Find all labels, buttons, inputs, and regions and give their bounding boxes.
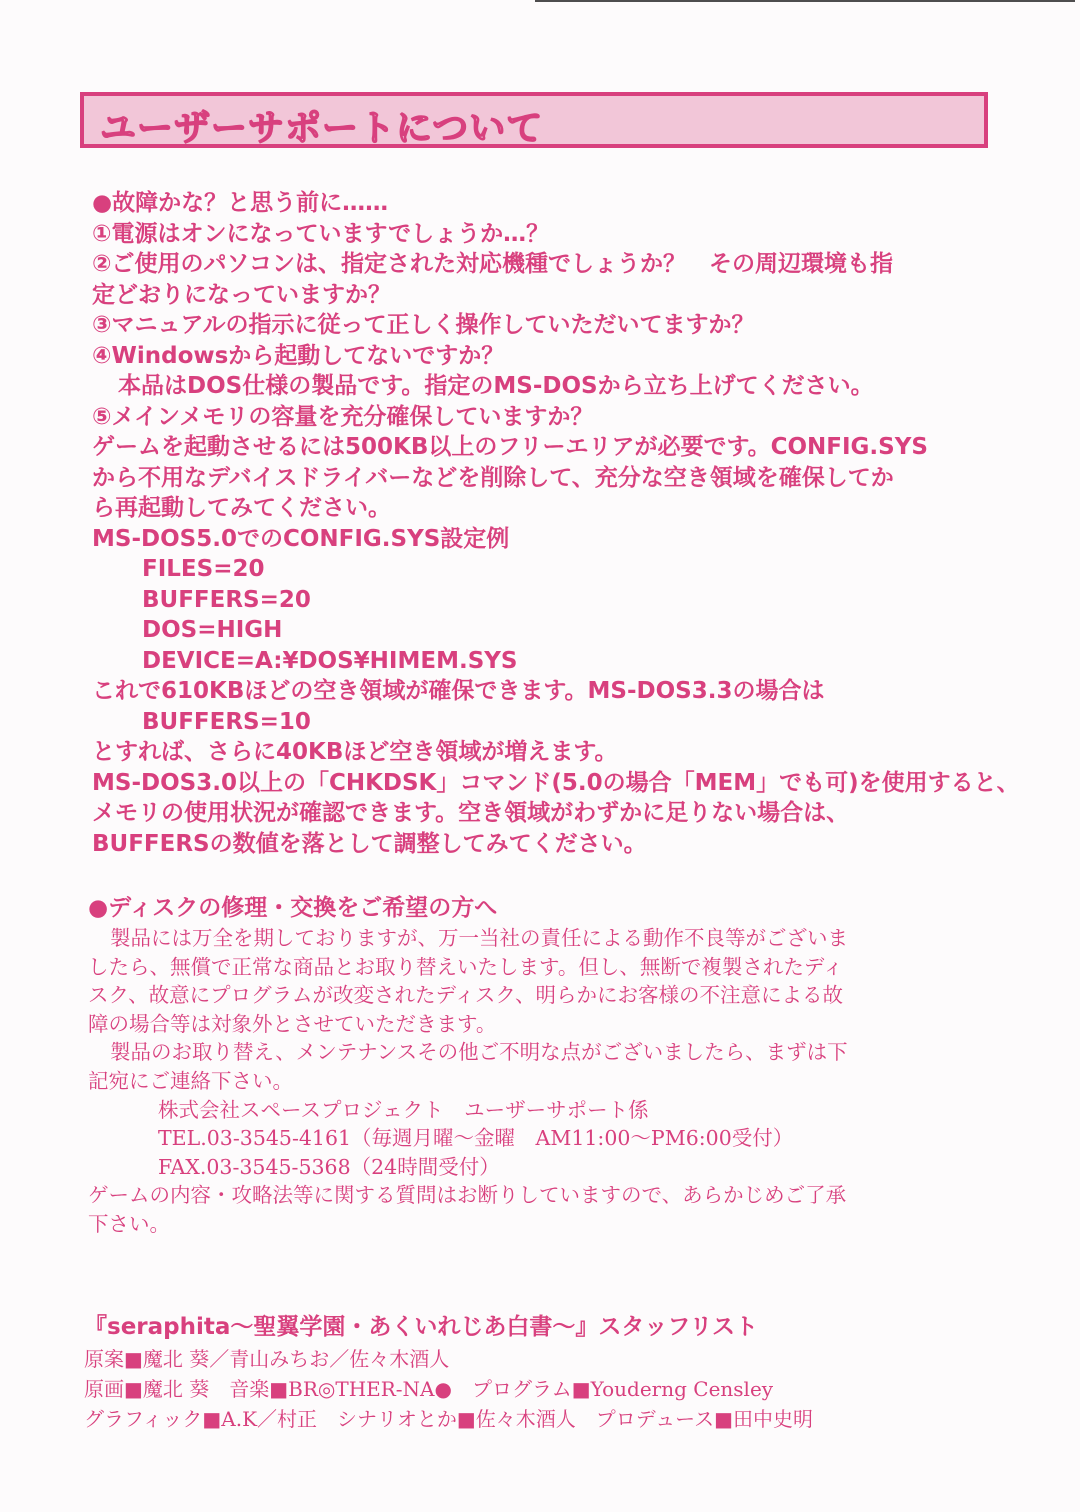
- staff-line: 原案■魔北 葵／青山みちお／佐々木酒人: [84, 1347, 450, 1371]
- staff-line: グラフィック■A.K／村正 シナリオとか■佐々木酒人 プロデュース■田中史明: [84, 1407, 814, 1431]
- staff-line: 原画■魔北 葵 音楽■BR◎THER-NA● プログラム■Youderng Censley: [84, 1377, 774, 1401]
- check-item-continued: 定どおりになっていますか？: [92, 281, 391, 308]
- config-line: BUFFERS=10: [142, 708, 311, 735]
- check-item: ②ご使用のパソコンは、指定された対応機種でしょうか？ その周辺環境も指: [92, 251, 894, 277]
- disk-repair-heading: ●ディスクの修理・交換をご希望の方へ: [88, 895, 498, 921]
- config-line: DOS=HIGH: [142, 617, 283, 643]
- page-title: ユーザーサポートについて: [100, 108, 544, 149]
- paragraph-line: ゲームの内容・攻略法等に関する質問はお断りしていますので、あらかじめご了承: [88, 1183, 847, 1208]
- check-item: ③マニュアルの指示に従って正しく操作していただいてますか？: [92, 312, 755, 338]
- disk-repair-section: [88, 892, 998, 1239]
- config-line: BUFFERS=20: [142, 586, 311, 613]
- check-item: ①電源はオンになっていますでしょうか…？: [92, 220, 550, 247]
- config-line: DEVICE=A:¥DOS¥HIMEM.SYS: [142, 647, 518, 674]
- staff-list-heading: 『seraphita〜聖翼学園・あくいれじあ白書〜』スタッフリスト: [84, 1314, 759, 1340]
- check-item: ④Windowsから起動してないですか？: [92, 342, 505, 369]
- paragraph-line: 製品には万全を期しておりますが、万一当社の責任による動作不良等がございま: [110, 926, 848, 950]
- troubleshooting-heading: ●故障かな？と思う前に……: [92, 190, 389, 216]
- telephone-number: TEL.03-3545-4161（毎週月曜〜金曜 AM11:00〜PM6:00受付）: [158, 1126, 794, 1151]
- paragraph-line: したら、無償で正常な商品とお取り替えいたします。但し、無断で複製されたディ: [88, 954, 844, 979]
- paragraph-line: BUFFERSの数値を落として調整してみてください。: [92, 830, 647, 857]
- paragraph-line: とすれば、さらに40KBほど空き領域が増えます。: [92, 739, 618, 765]
- troubleshooting-section: [92, 188, 1020, 859]
- paragraph-line: から不用なデバイスドライバーなどを削除して、充分な空き領域を確保してか: [92, 464, 894, 491]
- paragraph-line: スク、故意にプログラムが改変されたディスク、明らかにお客様の不注意による故: [88, 983, 844, 1008]
- paragraph-line: ゲームを起動させるには500KB以上のフリーエリアが必要です。CONFIG.SYS: [92, 434, 928, 460]
- paragraph-line: 製品のお取り替え、メンテナンスその他ご不明な点がございましたら、まずは下: [110, 1040, 848, 1065]
- fax-number: FAX.03-3545-5368（24時間受付）: [158, 1154, 500, 1179]
- paragraph-line: 下さい。: [88, 1211, 170, 1236]
- paragraph-line: 記宛にご連絡下さい。: [88, 1068, 293, 1093]
- company-name: 株式会社スペースプロジェクト ユーザーサポート係: [158, 1097, 649, 1122]
- paragraph-line: ら再起動してみてください。: [92, 495, 391, 521]
- check-item: ⑤メインメモリの容量を充分確保していますか？: [92, 403, 594, 430]
- title-banner: [80, 92, 988, 148]
- check-item-note: 本品はDOS仕様の製品です。指定のMS-DOSから立ち上げてください。: [118, 373, 874, 399]
- staff-list-section: [84, 1310, 1014, 1434]
- disk-repair-body: [88, 924, 998, 1239]
- paragraph-line: これで610KBほどの空き領域が確保できます。MS-DOS3.3の場合は: [92, 678, 825, 704]
- paragraph-line: MS-DOS3.0以上の「CHKDSK」コマンド(5.0の場合「MEM」でも可)を使用すると、: [92, 769, 1020, 796]
- paragraph-line: メモリの使用状況が確認できます。空き領域がわずかに足りない場合は、: [92, 800, 850, 826]
- config-example-heading: MS-DOS5.0でのCONFIG.SYS設定例: [92, 525, 510, 552]
- config-line: FILES=20: [142, 556, 265, 582]
- paragraph-line: 障の場合等は対象外とさせていただきます。: [88, 1011, 497, 1036]
- top-edge-line: [535, 0, 1075, 2]
